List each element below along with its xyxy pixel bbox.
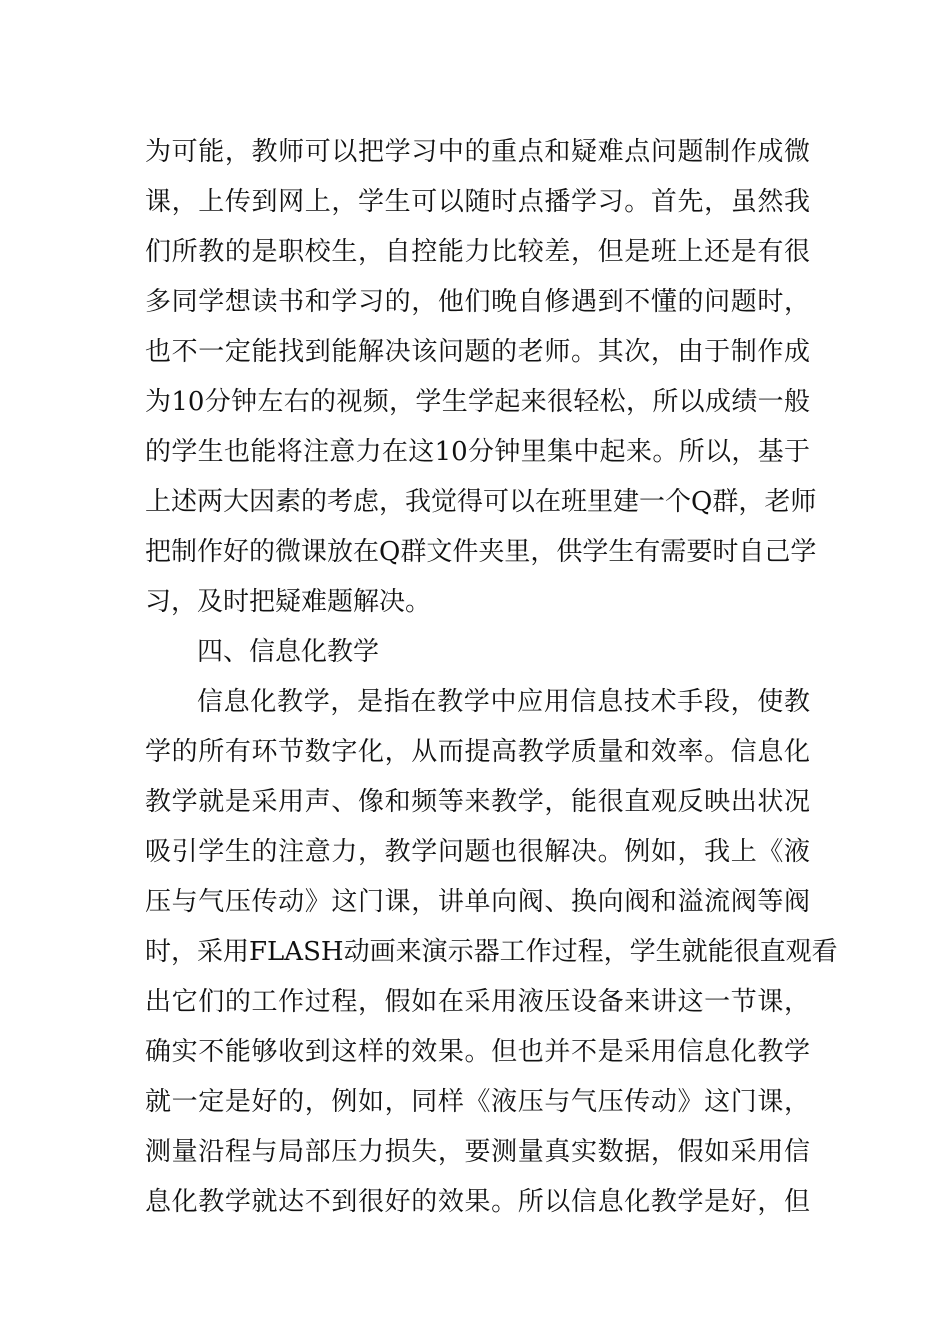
text-line: 出它们的工作过程，假如在采用液压设备来讲这一节课， <box>145 987 810 1017</box>
text-line: 上述两大因素的考虑，我觉得可以在班里建一个Q群，老师 <box>145 487 817 517</box>
text-line: 的学生也能将注意力在这10分钟里集中起来。所以，基于 <box>145 437 810 467</box>
text-line: 们所教的是职校生，自控能力比较差，但是班上还是有很 <box>145 237 810 267</box>
text-line: 信息化教学，是指在教学中应用信息技术手段，使教 <box>197 687 810 717</box>
text-line: 也不一定能找到能解决该问题的老师。其次，由于制作成 <box>145 337 810 367</box>
text-line: 多同学想读书和学习的，他们晚自修遇到不懂的问题时， <box>145 287 810 317</box>
text-line: 吸引学生的注意力，教学问题也很解决。例如，我上《液 <box>145 837 810 867</box>
section-heading: 四、信息化教学 <box>197 637 380 667</box>
text-line: 把制作好的微课放在Q群文件夹里，供学生有需要时自己学 <box>145 537 817 567</box>
text-line: 时，采用FLASH动画来演示器工作过程，学生就能很直观看 <box>145 937 838 967</box>
text-line: 习，及时把疑难题解决。 <box>145 587 432 617</box>
text-line: 息化教学就达不到很好的效果。所以信息化教学是好，但 <box>145 1187 810 1217</box>
text-line: 为10分钟左右的视频，学生学起来很轻松，所以成绩一般 <box>145 387 810 417</box>
text-line: 教学就是采用声、像和频等来教学，能很直观反映出状况 <box>145 787 810 817</box>
text-line: 为可能，教师可以把学习中的重点和疑难点问题制作成微 <box>145 137 810 167</box>
text-line: 就一定是好的，例如，同样《液压与气压传动》这门课， <box>145 1087 810 1117</box>
text-line: 课，上传到网上，学生可以随时点播学习。首先，虽然我 <box>145 187 810 217</box>
text-line: 测量沿程与局部压力损失，要测量真实数据，假如采用信 <box>145 1137 810 1167</box>
text-line: 学的所有环节数字化，从而提高教学质量和效率。信息化 <box>145 737 810 767</box>
text-line: 确实不能够收到这样的效果。但也并不是采用信息化教学 <box>145 1037 810 1067</box>
text-line: 压与气压传动》这门课，讲单向阀、换向阀和溢流阀等阀 <box>145 887 810 917</box>
